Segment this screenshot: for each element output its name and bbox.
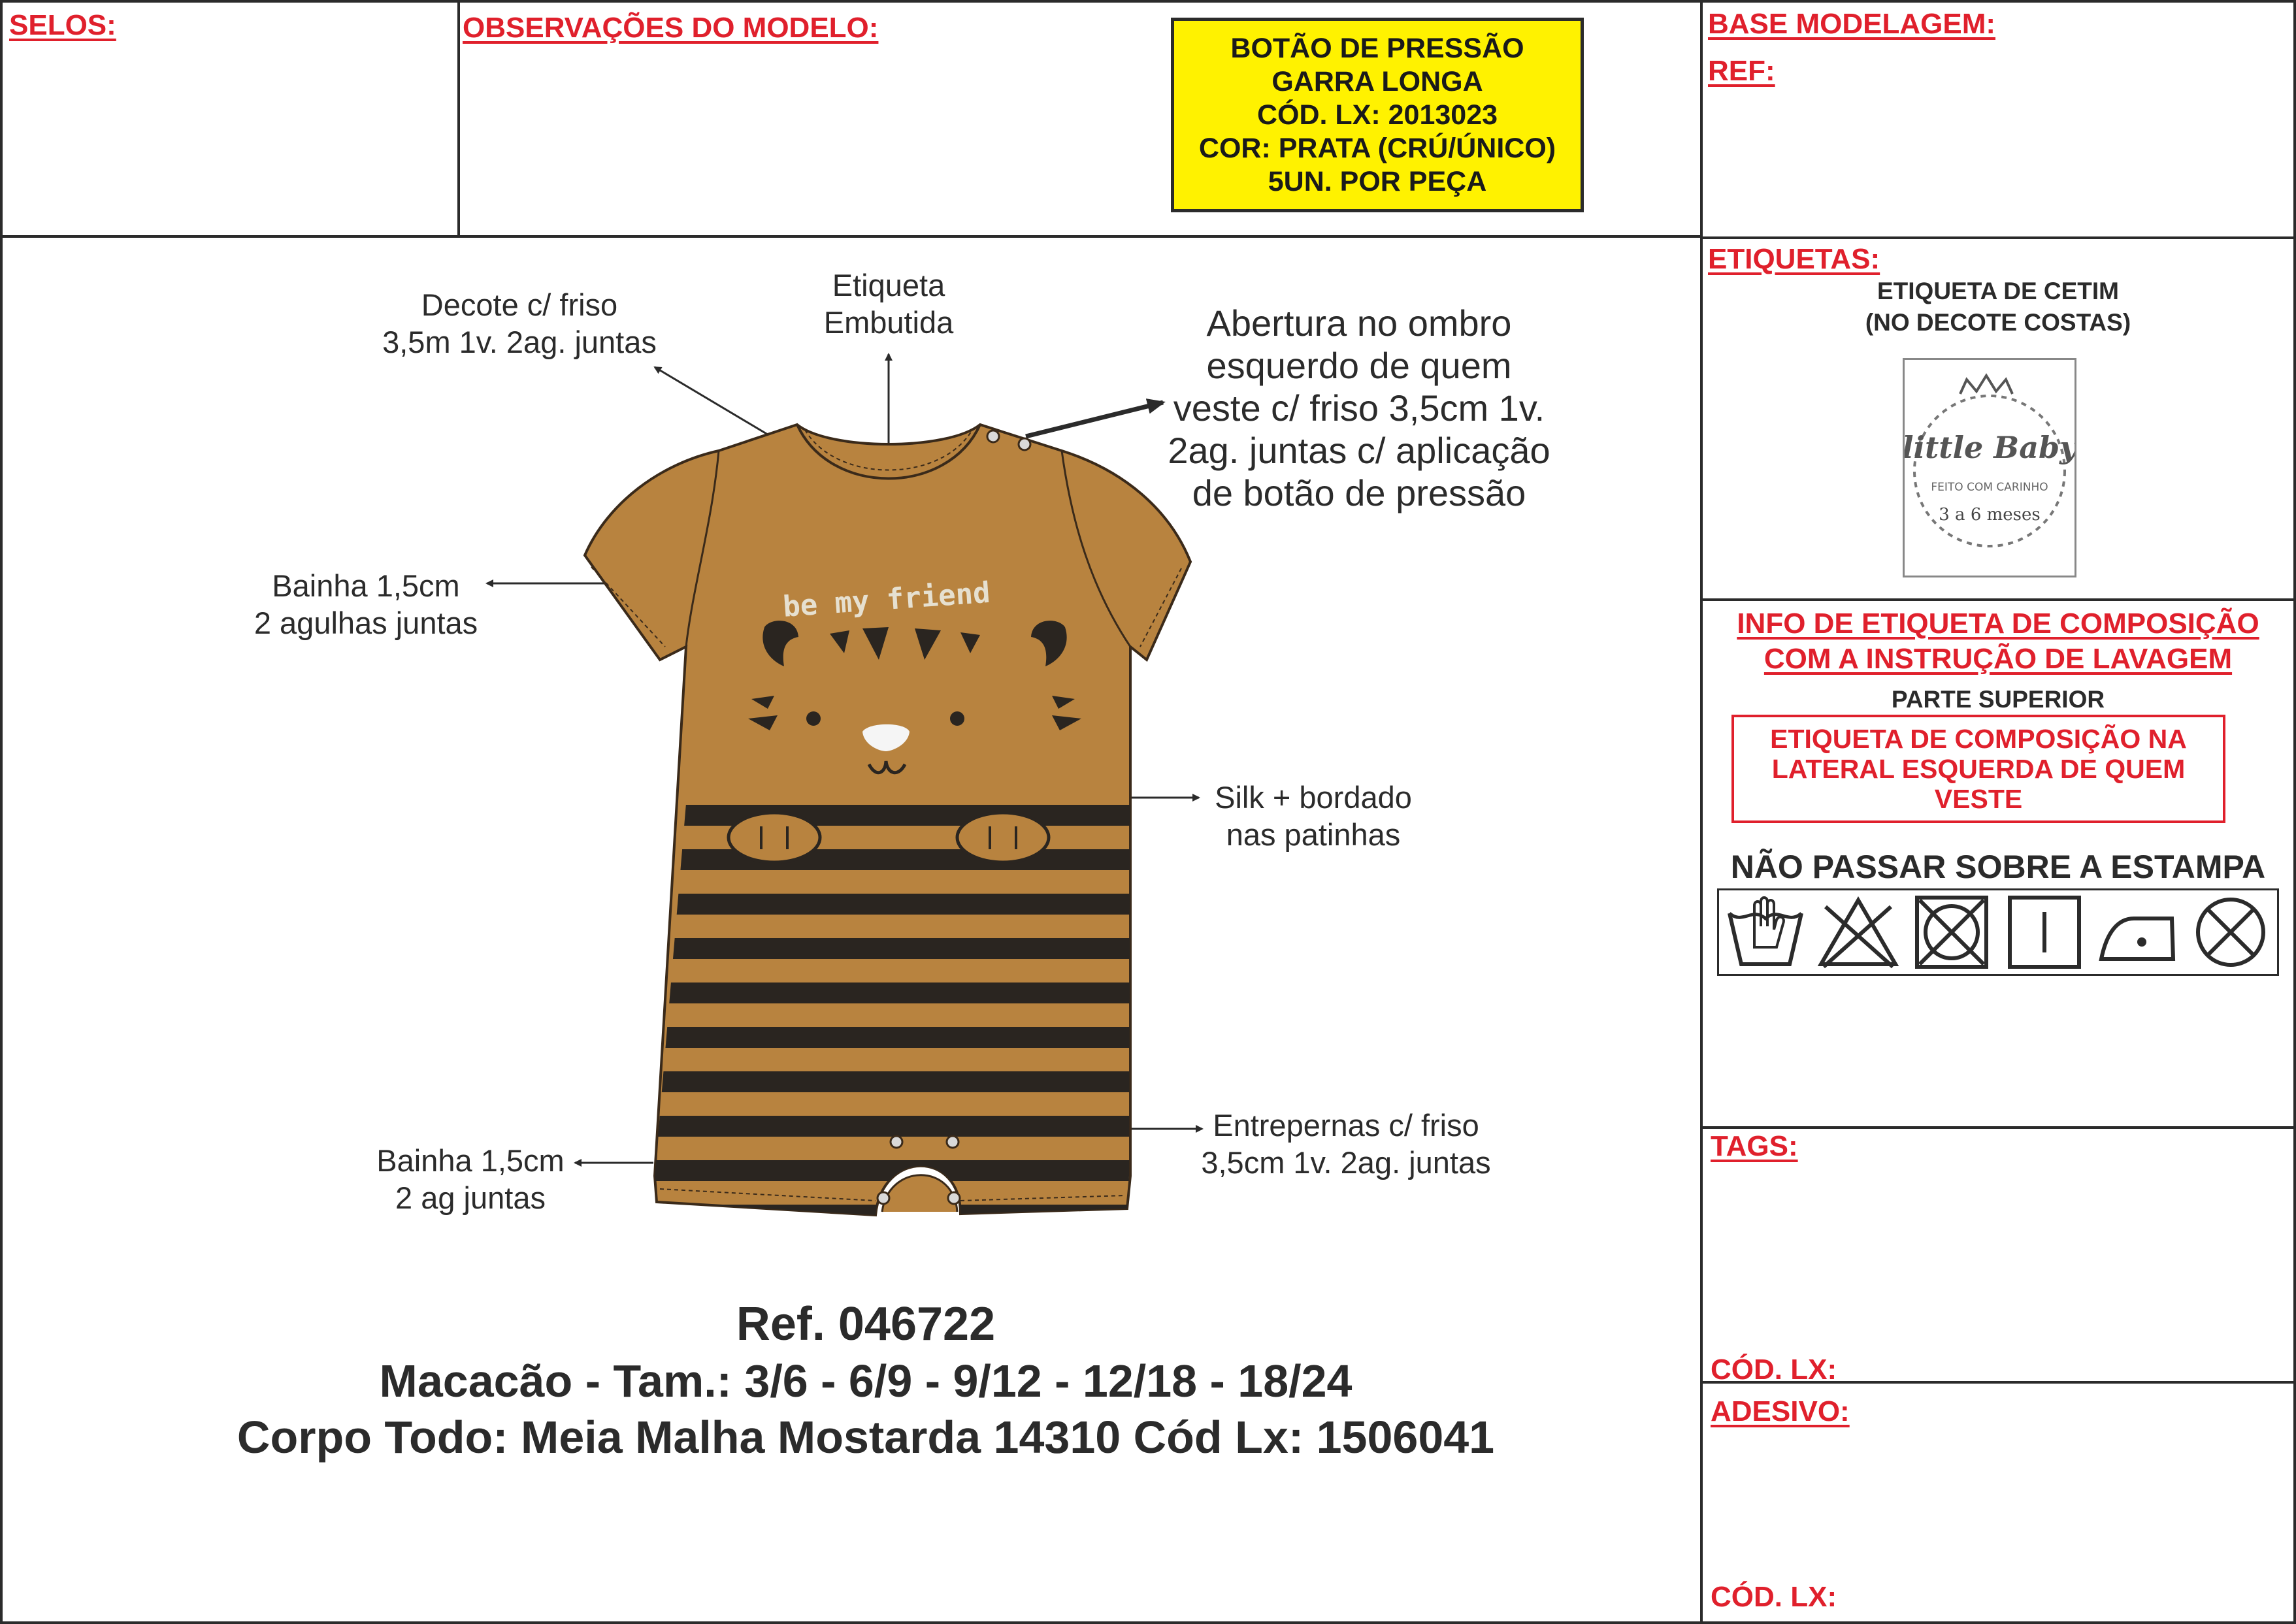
satin-label-sample [1903,358,2076,577]
iron-low-icon [2095,894,2180,971]
snap-line-2: GARRA LONGA [1271,65,1483,97]
fabric-title: Corpo Todo: Meia Malha Mostarda 14310 Cód Lx: 1506041 [237,1412,1495,1463]
selos-label: SELOS: [9,9,116,41]
no-tumble-dry-icon [1909,894,1994,971]
ref-label: REF: [1708,55,1775,87]
no-dry-clean-icon [2188,894,2273,971]
right-divider-3 [1700,1126,2296,1129]
observacoes-label: OBSERVAÇÕES DO MODELO: [463,12,879,44]
line-dry-icon [2002,894,2087,971]
base-modelagem-label: BASE MODELAGEM: [1708,8,1995,40]
snap-line-3: CÓD. LX: 2013023 [1256,99,1498,131]
etiquetas-label: ETIQUETAS: [1708,243,1880,275]
adesivo-label: ADESIVO: [1711,1395,1850,1427]
composition-location-box: ETIQUETA DE COMPOSIÇÃO NA LATERAL ESQUERDA DE QUEM VESTE [1731,715,2225,823]
note-etiqueta-embutida: Etiqueta Embutida [823,268,954,340]
ref-title: Ref. 046722 [736,1298,996,1350]
no-iron-warning: NÃO PASSAR SOBRE A ESTAMPA [1730,849,2266,885]
hand-wash-icon [1723,894,1808,971]
right-divider-2 [1700,598,2296,601]
no-bleach-icon [1816,894,1901,971]
note-entrepernas: Entrepernas c/ friso 3,5cm 1v. 2ag. juntas [1201,1108,1491,1180]
snap-line-4: COR: PRATA (CRÚ/ÚNICO) [1198,132,1556,164]
note-abertura: Abertura no ombro esquerdo de quem veste c/ friso 3,5cm 1v. 2ag. juntas c/ aplicação de botão de pressão [1168,302,1550,513]
cod-lx-adesivo-label: CÓD. LX: [1711,1581,1837,1613]
model-title: Macacão - Tam.: 3/6 - 6/9 - 9/12 - 12/18 - 18/24 [379,1356,1353,1406]
etiqueta-cetim-text: ETIQUETA DE CETIM (NO DECOTE COSTAS) [1865,278,2131,336]
arrow-decote [655,367,784,444]
label-brand: little Baby [1905,430,2075,465]
care-symbols-row [1717,888,2279,976]
right-divider-1 [1700,236,2296,239]
label-logo [1905,360,2075,576]
snap-line-1: BOTÃO DE PRESSÃO [1230,32,1524,64]
note-bainha-perna: Bainha 1,5cm 2 ag juntas [376,1143,565,1215]
note-decote: Decote c/ friso 3,5m 1v. 2ag. juntas [382,287,657,359]
label-size: 3 a 6 meses [1939,505,2041,525]
label-tagline: FEITO COM CARINHO [1931,481,2048,494]
cod-lx-tags-label: CÓD. LX: [1711,1354,1837,1386]
note-bainha-manga: Bainha 1,5cm 2 agulhas juntas [254,568,478,640]
parte-superior: PARTE SUPERIOR [1891,686,2105,713]
print-text: be my friend [781,576,992,624]
composition-title: INFO DE ETIQUETA DE COMPOSIÇÃO COM A INSTRUÇÃO DE LAVAGEM [1737,608,2259,675]
note-silk: Silk + bordado nas patinhas [1215,780,1412,852]
snap-line-5: 5UN. POR PEÇA [1268,165,1487,197]
tags-label: TAGS: [1711,1130,1798,1162]
arrow-abertura [1026,402,1163,436]
frame-bottom [0,1621,2296,1624]
